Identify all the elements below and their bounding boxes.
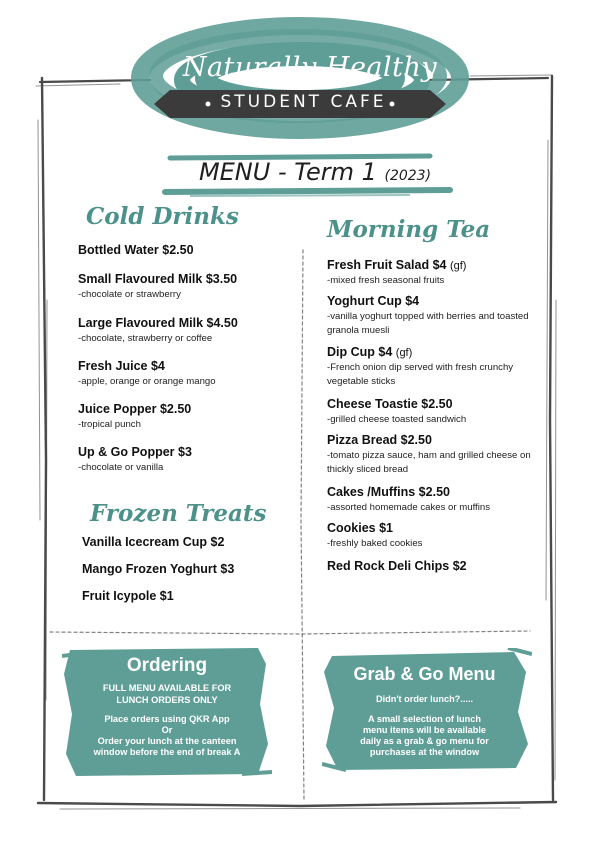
menu-item (78, 316, 238, 346)
menu-item (82, 589, 174, 603)
morning-tea-heading: Morning Tea (327, 216, 491, 243)
menu-year: (2023) (384, 168, 432, 184)
item-desc: -chocolate or strawberry (78, 289, 181, 300)
item-name: Up & Go Popper $3 (78, 445, 192, 459)
menu-title-text: MENU - Term 1 (198, 158, 377, 186)
ordering-line-6: window before the end of break A (93, 747, 241, 757)
menu-item (327, 433, 542, 477)
menu-item (327, 294, 542, 338)
item-name: Large Flavoured Milk $4.50 (78, 316, 238, 330)
grab-and-go-title: Grab & Go Menu (353, 664, 496, 684)
grab-and-go-subtitle: Didn't order lunch?..... (375, 694, 474, 704)
item-desc: -assorted homemade cakes or muffins (327, 502, 490, 513)
menu-item (78, 359, 216, 389)
ordering-line-4: Or (161, 725, 173, 735)
item-desc: -grilled cheese toasted sandwich (327, 414, 467, 425)
item-name: Vanilla Icecream Cup $2 (82, 535, 225, 549)
item-desc: -French onion dip served with fresh crunchy vegetable sticks (327, 362, 514, 387)
menu-item (327, 485, 490, 515)
grab-and-go-line-3: daily as a grab & go menu for (360, 736, 489, 746)
menu-item (327, 521, 422, 551)
grab-and-go-line-2: menu items will be available (362, 725, 487, 735)
menu-item (327, 559, 467, 573)
item-name: Pizza Bread $2.50 (327, 433, 432, 447)
gluten-free-tag: (gf) (395, 347, 413, 359)
item-name: Cheese Toastie $2.50 (327, 397, 453, 411)
item-desc: -tropical punch (78, 419, 141, 430)
item-name: Yoghurt Cup $4 (327, 294, 420, 308)
menu-item (78, 402, 191, 432)
item-desc: -mixed fresh seasonal fruits (327, 275, 445, 286)
logo-title: Naturally Healthy (182, 52, 438, 83)
item-name: Red Rock Deli Chips $2 (327, 559, 467, 573)
ordering-line-5: Order your lunch at the canteen (97, 736, 237, 746)
item-name (327, 345, 542, 359)
frozen-treats-heading: Frozen Treats (90, 500, 267, 527)
grab-and-go-line-1: A small selection of lunch (368, 714, 481, 724)
ordering-line-2: LUNCH ORDERS ONLY (116, 695, 218, 705)
item-name: Juice Popper $2.50 (78, 402, 192, 416)
item-name: Fruit Icypole $1 (82, 589, 174, 603)
menu-item (78, 243, 194, 257)
menu-item (78, 272, 237, 302)
item-desc: -chocolate, strawberry or coffee (78, 333, 213, 344)
item-name-text: Dip Cup $4 (327, 345, 393, 359)
grab-and-go-line-4: purchases at the window (369, 747, 480, 757)
item-name: Cakes /Muffins $2.50 (327, 485, 450, 499)
ordering-line-1: FULL MENU AVAILABLE FOR (102, 683, 232, 693)
item-desc: -apple, orange or orange mango (78, 376, 216, 387)
ordering-title: Ordering (126, 655, 208, 676)
ordering-line-3: Place orders using QKR App (104, 714, 230, 724)
item-name: Mango Frozen Yoghurt $3 (82, 562, 235, 576)
menu-item (327, 345, 542, 389)
item-desc: -chocolate or vanilla (78, 462, 164, 473)
item-name: Small Flavoured Milk $3.50 (78, 272, 238, 286)
gluten-free-tag: (gf) (449, 260, 467, 272)
item-name (327, 258, 466, 272)
item-name: Bottled Water $2.50 (78, 243, 194, 257)
item-desc: -freshly baked cookies (327, 538, 423, 549)
menu-item (82, 562, 234, 576)
item-name-text: Fresh Fruit Salad $4 (327, 258, 447, 272)
menu-item (327, 397, 466, 427)
logo-subtitle: STUDENT CAFE (220, 92, 387, 112)
cold-drinks-heading: Cold Drinks (86, 203, 239, 230)
item-name: Cookies $1 (327, 521, 394, 535)
item-desc: -tomato pizza sauce, ham and grilled cheese on thickly sliced bread (327, 450, 531, 475)
menu-item (327, 258, 466, 288)
menu-title (170, 158, 460, 186)
item-desc: -vanilla yoghurt topped with berries and toasted granola muesli (327, 311, 529, 336)
item-name: Fresh Juice $4 (78, 359, 165, 373)
menu-item (78, 445, 192, 475)
menu-item (82, 535, 224, 549)
